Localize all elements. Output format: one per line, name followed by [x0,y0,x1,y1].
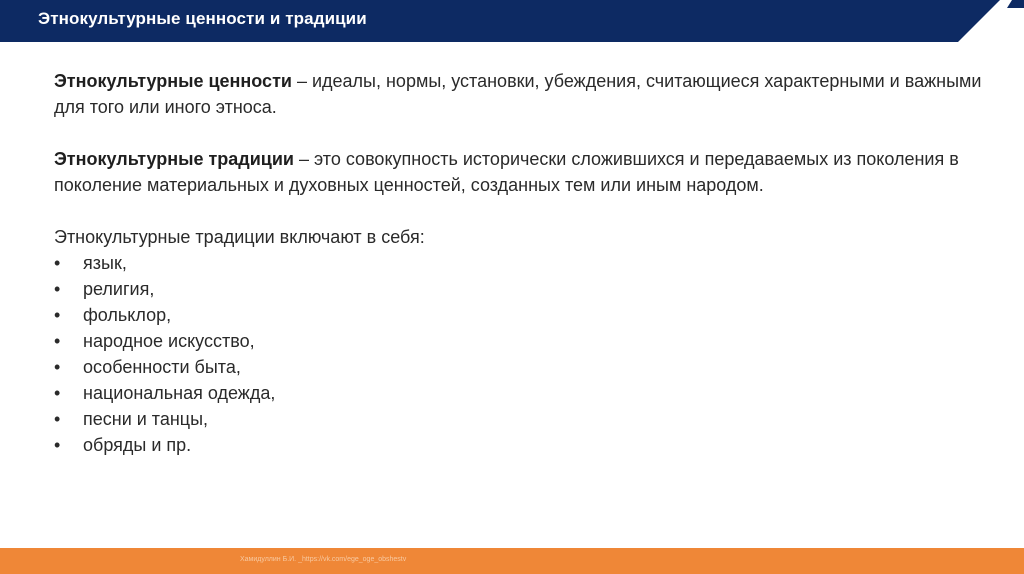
traditions-text: – это совокупность исторически сложившихся и передаваемых из поколения в поколение материальных и духовных ценностей, созданных тем или иным народом. [54,149,959,195]
bullet-icon: • [54,435,61,455]
list-item-label: особенности быта, [83,357,241,377]
list-item [54,406,984,432]
list-item-label: язык, [83,253,127,273]
list-item [54,250,984,276]
values-term: Этнокультурные ценности [54,71,292,91]
bullet-icon: • [54,305,61,325]
list-item [54,380,984,406]
bullet-icon: • [54,331,61,351]
slide-title: Этнокультурные ценности и традиции [38,9,367,28]
values-definition [54,68,984,120]
list-item [54,354,984,380]
bullet-icon: • [54,253,61,273]
list-item [54,302,984,328]
list-item-label: фольклор, [83,305,172,325]
list-item-label: религия, [83,279,155,299]
values-text: – идеалы, нормы, установки, убеждения, считающиеся характерными и важными для того или иного этноса. [54,71,982,117]
list-item-label: обряды и пр. [83,435,192,455]
bullet-icon: • [54,409,61,429]
list-intro: Этнокультурные традиции включают в себя: [54,227,425,247]
header-bar [0,0,1024,42]
list-item [54,328,984,354]
footer-credit: Хамидуллин Б.И. _https://vk.com/ege_oge_obshestv [240,556,407,563]
footer-bar [0,548,1024,574]
list-item-label: народное искусство, [83,331,255,351]
list-item-label: песни и танцы, [83,409,209,429]
list-item [54,276,984,302]
traditions-definition [54,146,984,198]
list-item [54,432,984,458]
slide-content [54,68,984,458]
bullet-icon: • [54,357,61,377]
list-item-label: национальная одежда, [83,383,276,403]
bullet-icon: • [54,383,61,403]
traditions-term: Этнокультурные традиции [54,149,294,169]
bullet-icon: • [54,279,61,299]
traditions-list [54,250,984,458]
